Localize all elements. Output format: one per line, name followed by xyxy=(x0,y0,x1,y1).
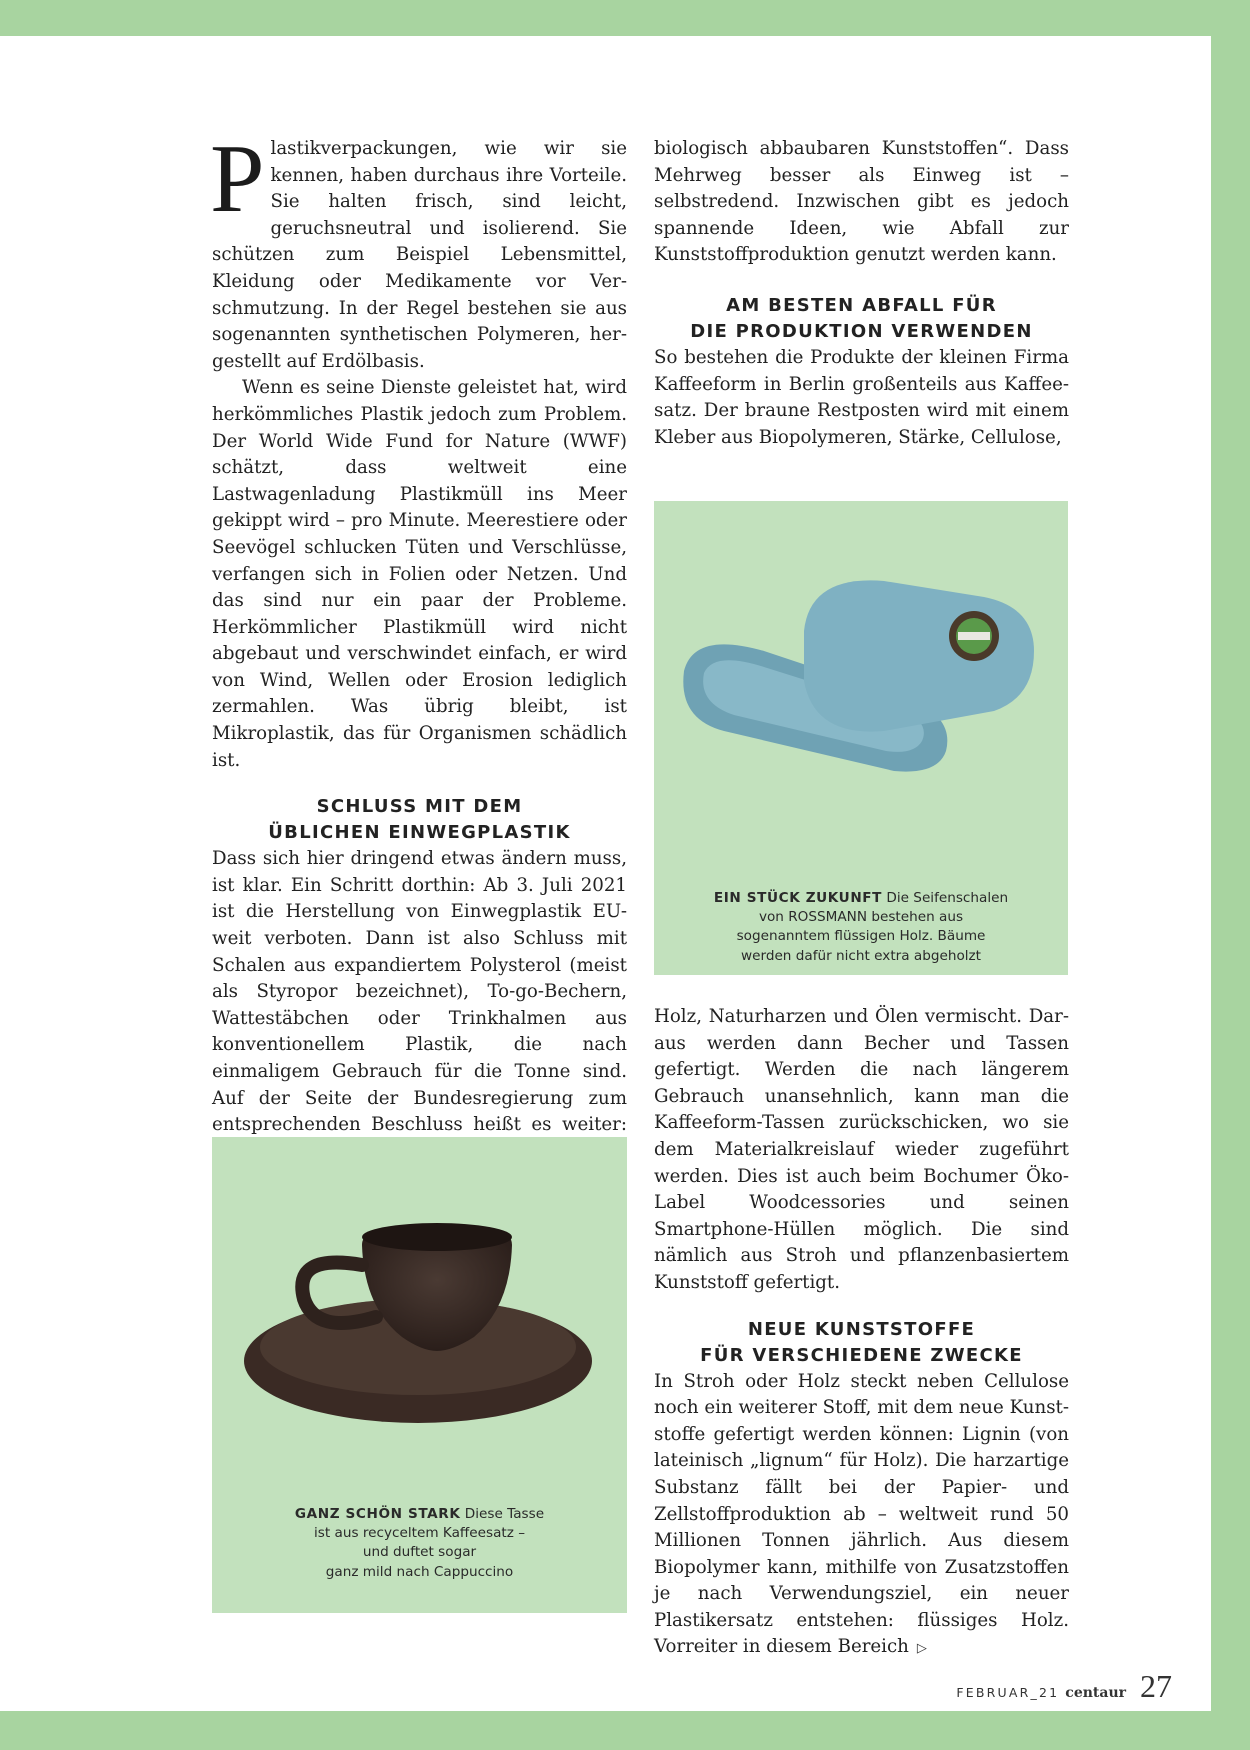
caption-title: GANZ SCHÖN STARK xyxy=(294,1506,461,1522)
section-heading xyxy=(212,794,627,846)
cup-figure xyxy=(212,1137,627,1613)
issue-month: FEBRUAR_21 xyxy=(956,1685,1060,1700)
page-number: 27 xyxy=(1140,1668,1172,1704)
magazine-page xyxy=(0,36,1211,1711)
caption-title: EIN STÜCK ZUKUNFT xyxy=(713,890,883,906)
paragraph-text: In Stroh oder Holz steckt neben Cellulose noch ein weiterer Stoff, mit dem neue Kunststoffe gefertigt werden können: Lignin (von lateinisch „lignum“ für Holz). Die harzartige Substanz fällt bei der Papier- und Zellstoffproduktion ab – weltweit rund 50 Millionen Tonnen jährlich. Aus diesem Biopolymer kann, mithilfe von Zusatzstoffen je nach Verwendungsziel, ein neuer Plastikersatz entstehen: flüssiges Holz. Vorreiter in diesem Bereich xyxy=(654,1370,1069,1658)
section-heading xyxy=(654,293,1069,345)
soap-dish-figure xyxy=(654,501,1068,975)
heading-line: ÜBLICHEN EINWEGPLASTIK xyxy=(268,822,571,844)
paragraph: So bestehen die Produkte der kleinen Firma Kaffeeform in Berlin großenteils aus Kaffeesatz. Der braune Restposten wird mit einem Kleber aus Biopolymeren, Stärke, Cellulose, xyxy=(654,346,1069,448)
paragraph: Dass sich hier dringend etwas ändern muss, ist klar. Ein Schritt dorthin: Ab 3. Juli 2021 ist die Herstellung von Einwegplastik EU-weit verboten. Dann ist also Schluss mit Schalen aus expandiertem Polysterol (meist als Styropor bezeichnet), To-go-Bechern, Wattestäbchen oder Trinkhalmen aus konventionellem Plastik, die nach einmaligem Gebrauch für die Tonne sind. Auf der Seite der Bundesregierung zum entsprechenden Beschluss heißt es weiter: xyxy=(212,848,627,1136)
continue-arrow-icon: ▷ xyxy=(916,1641,927,1657)
cup-rim xyxy=(362,1223,512,1251)
caption-line: und duftet sogar xyxy=(362,1544,477,1561)
caption-line: ist aus recyceltem Kaffeesatz – xyxy=(314,1525,525,1542)
paragraph: biologisch abbaubaren Kunststoffen“. Dass Mehrweg besser als Einweg ist – selbstredend. Inzwischen gibt es jedoch spannende Ideen, wie Abfall zur Kunststoffproduktion genutzt werden kann. xyxy=(654,138,1069,266)
left-column xyxy=(210,125,627,1192)
paragraph: Holz, Naturharzen und Ölen vermischt. Daraus werden dann Becher und Tassen gefertigt. Werden die nach längerem Gebrauch unansehnlich, kann man die Kaffeeform-Tassen zurückschicken, wo sie dem Materialkreislauf wieder zugeführt werden. Dies ist auch beim Bochumer Öko-Label Woodcessories und seinen Smartphone-Hüllen möglich. Die sind nämlich aus Stroh und pflanzenbasiertem Kunststoff gefertigt. xyxy=(654,1006,1069,1293)
soap-caption xyxy=(654,889,1068,966)
right-column-top xyxy=(654,136,1069,451)
heading-line: NEUE KUNSTSTOFFE xyxy=(747,1318,976,1340)
caption-line: sogenanntem flüssigen Holz. Bäume xyxy=(736,928,986,945)
caption-line: Die Seifenschalen xyxy=(882,890,1009,906)
label-band xyxy=(958,632,990,640)
heading-line: DIE PRODUKTION VERWENDEN xyxy=(690,320,1033,342)
heading-line: SCHLUSS MIT DEM xyxy=(316,796,523,818)
intro-text: lastikverpackungen, wie wir sie kennen, haben durchaus ihre Vorteile. Sie halten frisch, sind leicht, geruchsneutral und isolierend. Sie schützen zum Beispiel Lebensmittel, Kleidung oder Medikamente vor Verschmutzung. In der Regel bestehen sie aus sogenannten synthetischen Polymeren, hergestellt auf Erdölbasis. xyxy=(212,138,627,372)
caption-line: werden dafür nicht extra abgeholzt xyxy=(740,947,982,964)
magazine-logo: centaur xyxy=(1065,1685,1126,1701)
section-heading xyxy=(654,1317,1069,1369)
page-footer xyxy=(956,1668,1172,1708)
right-column-bottom xyxy=(654,1004,1069,1663)
paragraph xyxy=(654,1369,1069,1664)
caption-line: ganz mild nach Cappuccino xyxy=(325,1563,514,1580)
soap-dish-lid xyxy=(804,580,1034,731)
heading-line: AM BESTEN ABFALL FÜR xyxy=(726,294,997,316)
caption-line: von ROSSMANN bestehen aus xyxy=(758,909,964,926)
paragraph: Wenn es seine Dienste geleistet hat, wird herkömmliches Plastik jedoch zum Problem. Der World Wide Fund for Nature (WWF) schätzt, dass weltweit eine Lastwagenladung Plastikmüll ins Meer gekippt wird – pro Minute. Meerestiere oder Seevögel schlucken Tüten und Verschlüsse, verfangen sich in Folien oder Netzen. Und das sind nur ein paar der Probleme. Herkömmlicher Plastikmüll wird nicht abgebaut und verschwindet einfach, er wird von Wind, Wellen oder Erosion lediglich zermahlen. Was übrig bleibt, ist Mikroplastik, das für Organismen schädlich ist. xyxy=(212,377,627,771)
intro-paragraph xyxy=(210,125,627,375)
cup-caption xyxy=(212,1505,627,1582)
heading-line: FÜR VERSCHIEDENE ZWECKE xyxy=(700,1344,1023,1366)
drop-cap: P xyxy=(210,125,265,233)
caption-line: Diese Tasse xyxy=(460,1506,545,1522)
